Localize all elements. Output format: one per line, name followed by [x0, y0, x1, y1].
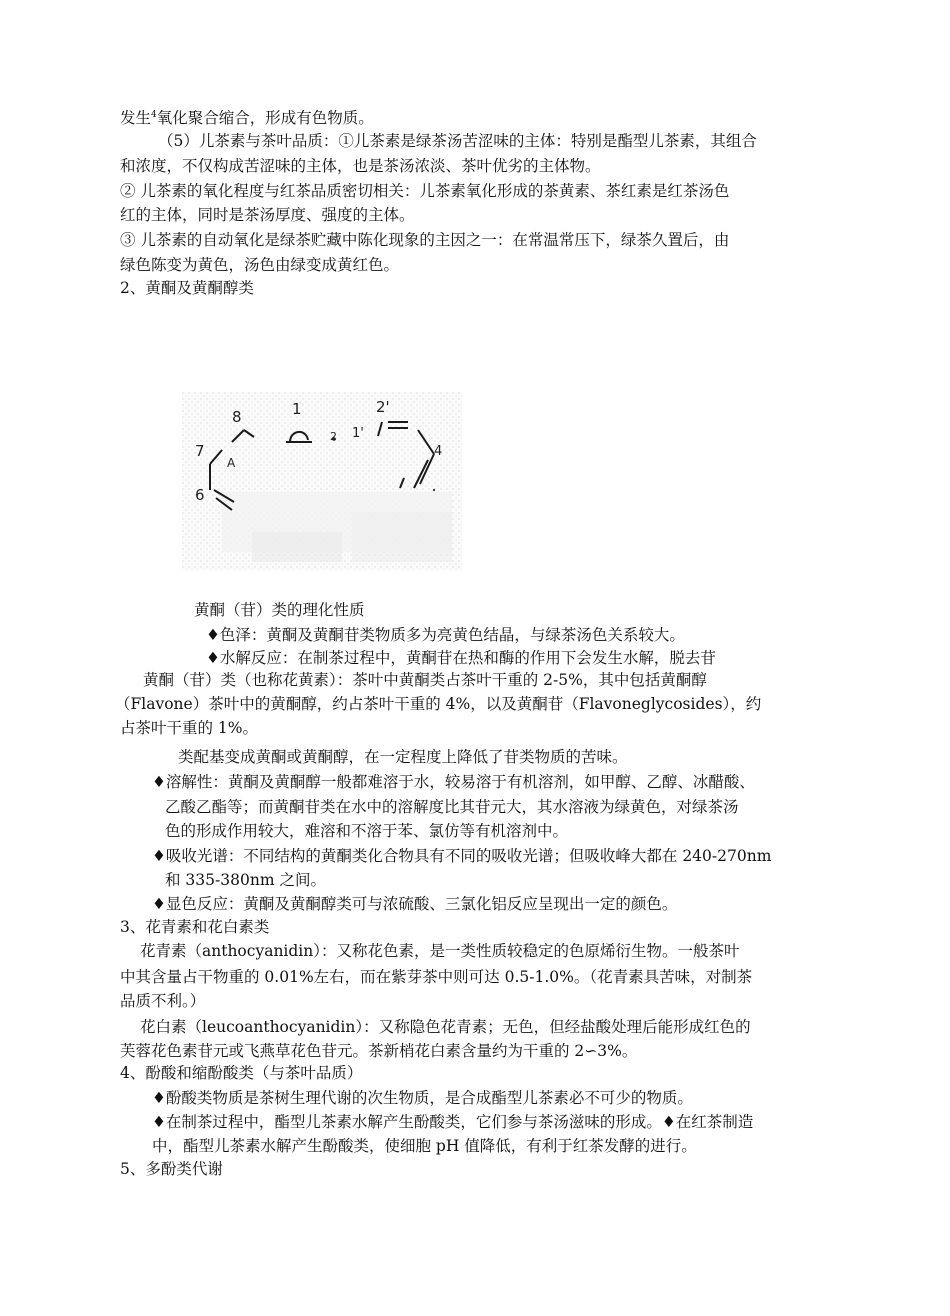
- paragraph-line: 绿色陈变为黄色，汤色由绿变成黄红色。: [120, 256, 400, 274]
- bullet-line: ♦色泽：黄酮及黄酮苷类物质多为亮黄色结晶，与绿茶汤色关系较大。: [206, 626, 685, 644]
- section-heading: 4、酚酸和缩酚酸类（与茶叶品质）: [120, 1064, 363, 1082]
- paragraph-line: 品质不利。）: [120, 992, 206, 1010]
- bullet-line: ♦吸收光谱：不同结构的黄酮类化合物具有不同的吸收光谱；但吸收峰大都在 240-270nm: [152, 847, 772, 865]
- paragraph-line: 黄酮（苷）类（也称花黄素）：茶叶中黄酮类占茶叶干重的 2-5%，其中包括黄酮醇: [143, 671, 707, 689]
- paragraph-line: ② 儿茶素的氧化程度与红茶品质密切相关：儿茶素氧化形成的茶黄素、茶红素是红茶汤色: [120, 182, 730, 200]
- paragraph-line: 芙蓉花色素苷元或飞燕草花色苷元。茶新梢花白素含量约为干重的 2∽3%。: [120, 1042, 638, 1060]
- superscript: 4: [151, 110, 157, 120]
- paragraph-line: 和 335-380nm 之间。: [165, 871, 326, 889]
- paragraph-line: 占茶叶干重的 1%。: [120, 719, 259, 737]
- paragraph-line: 中其含量占干物重的 0.01%左右，而在紫芽茶中则可达 0.5-1.0%。（花青素具苦味，对制茶: [120, 968, 753, 986]
- section-heading: 3、花青素和花白素类: [120, 918, 270, 936]
- bullet-line: ♦显色反应：黄酮及黄酮醇类可与浓硫酸、三氯化铝反应呈现出一定的颜色。: [152, 895, 678, 913]
- paragraph-line: 类配基变成黄酮或黄酮醇，在一定程度上降低了苷类物质的苦味。: [178, 748, 628, 766]
- atom-label-2: 2: [330, 430, 337, 443]
- section-heading: 5、多酚类代谢: [120, 1160, 223, 1178]
- text-span: 发生: [120, 109, 152, 128]
- paragraph-line: （5）儿茶素与茶叶品质：①儿茶素是绿茶汤苦涩味的主体：特别是酯型儿茶素，其组合: [158, 132, 757, 150]
- atom-label-1-prime: 1': [352, 426, 364, 441]
- paragraph-line: 中，酯型儿茶素水解产生酚酸类，使细胞 pH 值降低，有利于红茶发酵的进行。: [152, 1137, 697, 1155]
- paragraph-line: 红的主体，同时是茶汤厚度、强度的主体。: [120, 206, 415, 224]
- bullet-line: ♦在制茶过程中，酯型儿茶素水解产生酚酸类，它们参与茶汤滋味的形成。♦在红茶制造: [152, 1113, 754, 1131]
- atom-label-2-prime: 2': [376, 398, 390, 416]
- atom-label-8: 8: [232, 408, 242, 426]
- paragraph-line: [120, 104, 374, 129]
- flavone-structure-figure: [182, 392, 462, 570]
- paragraph-line: 乙酸乙酯等；而黄酮苷类在水中的溶解度比其苷元大，其水溶液为绿黄色，对绿茶汤: [165, 798, 739, 816]
- paragraph-line: （Flavone）茶叶中的黄酮醇，约占茶叶干重的 4%，以及黄酮苷（Flavoneglycosides），约: [115, 695, 762, 713]
- text-span: 氧化聚合缩合，形成有色物质。: [156, 109, 374, 128]
- paragraph-line: 花白素（leucoanthocyanidin）：又称隐色花青素；无色，但经盐酸处理后能形成红色的: [140, 1018, 751, 1036]
- ring-label-a: A: [227, 456, 236, 470]
- paragraph-line: ③ 儿茶素的自动氧化是绿茶贮藏中陈化现象的主因之一：在常温常压下，绿茶久置后，由: [120, 231, 730, 249]
- atom-label-7: 7: [195, 442, 205, 460]
- atom-label-6: 6: [195, 486, 205, 504]
- bullet-line: ♦水解反应：在制茶过程中，黄酮苷在热和酶的作用下会发生水解，脱去苷: [206, 649, 716, 667]
- atom-label-1: 1: [292, 400, 302, 418]
- bullet-line: ♦溶解性：黄酮及黄酮醇一般都难溶于水，较易溶于有机溶剂，如甲醇、乙醇、冰醋酸、: [152, 773, 755, 791]
- ring-label-b: 4: [434, 444, 443, 459]
- paragraph-line: 和浓度，不仅构成苦涩味的主体，也是茶汤浓淡、茶叶优劣的主体物。: [120, 157, 601, 175]
- paragraph-line: 色的形成作用较大，难溶和不溶于苯、氯仿等有机溶剂中。: [165, 822, 569, 840]
- figure-caption: 黄酮（苷）类的理化性质: [194, 601, 365, 619]
- bullet-line: ♦酚酸类物质是茶树生理代谢的次生物质，是合成酯型儿茶素必不可少的物质。: [152, 1089, 693, 1107]
- paragraph-line: 花青素（anthocyanidin）：又称花色素，是一类性质较稳定的色原烯衍生物。一般茶叶: [140, 942, 740, 960]
- figure-background: [182, 392, 462, 570]
- section-heading: 2、黄酮及黄酮醇类: [120, 279, 254, 297]
